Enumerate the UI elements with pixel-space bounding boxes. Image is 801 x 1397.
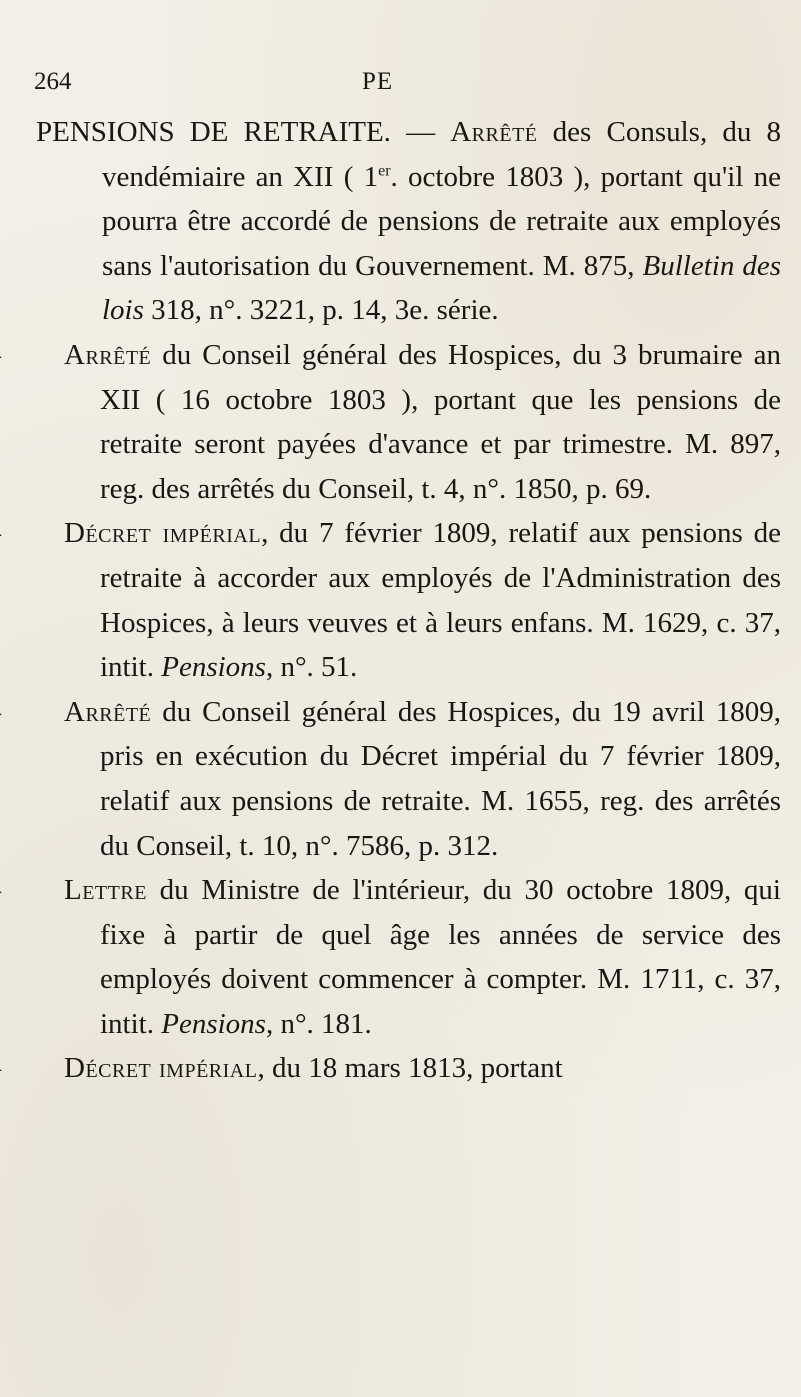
entry-text: . octobre 1803 ), portant qu'il ne pourra être accordé de pensions de retraite aux employés sans l'autorisation du Gouvernement. M. 875, <box>102 160 782 282</box>
entry-superscript: er <box>378 161 391 179</box>
entry-dash <box>36 1046 64 1091</box>
entry-text: du Conseil général des Hospices, du 3 brumaire an XII ( 16 octobre 1803 ), portant que les pensions de retraite seront payées d'avance et par trimestre. M. 897, reg. des arrêtés du Conseil, t. 4, n°. 1850, p. 69. <box>100 338 781 505</box>
entry-text: 318, n°. 3221, p. 14, 3e. série. <box>143 294 499 327</box>
body-text <box>36 110 781 1091</box>
entry-arrete-brumaire <box>64 333 781 511</box>
entry-text: des Consuls, du 8 vendémiaire an XII ( 1 <box>102 116 781 193</box>
entry-kind: Décret impérial <box>64 1052 258 1085</box>
entry-kind: Décret impérial <box>64 517 262 550</box>
page-header <box>0 68 801 104</box>
entry-dash: — <box>390 116 451 148</box>
entry-italic-title: Pensions <box>161 651 266 684</box>
entry-decret-fevrier-1809 <box>64 511 782 689</box>
entry-text: du Ministre de l'intérieur, du 30 octobre 1809, qui fixe à partir de quel âge les années de service des employés doivent commencer à compter. M. 1711, c. 37, intit. <box>100 874 781 1040</box>
entry-pensions-de-retraite <box>36 110 782 333</box>
entry-italic-title: Bulletin des lois <box>102 249 781 327</box>
page-number: 264 <box>34 68 72 95</box>
entry-text: , du 18 mars 1813, portant <box>257 1052 563 1085</box>
entry-italic-title: Pensions <box>161 1007 266 1040</box>
entry-text: , n°. 181. <box>265 1007 372 1040</box>
entry-text: du Conseil général des Hospices, du 19 avril 1809, pris en exécution du Décret impérial du 7 février 1809, relatif aux pensions de retraite. M. 1655, reg. des arrêtés du Conseil, t. 10, n°. 7586, p. 312. <box>100 695 781 862</box>
entry-dash <box>36 333 64 378</box>
entry-dash <box>36 868 64 913</box>
running-head: PE <box>362 68 394 95</box>
entry-lead: PENSIONS DE RETRAITE. <box>36 116 391 148</box>
entry-decret-mars-1813 <box>64 1046 781 1091</box>
entry-kind: Lettre <box>64 874 147 907</box>
entry-kind: Arrêté <box>64 695 152 728</box>
entry-text: , n°. 51. <box>265 651 358 684</box>
entry-dash <box>36 690 64 735</box>
entry-dash <box>36 511 64 556</box>
entry-arrete-avril-1809 <box>64 690 781 868</box>
entry-lettre-ministre <box>64 868 781 1046</box>
entry-text: , du 7 février 1809, relatif aux pensions de retraite à accorder aux employés de l'Administration des Hospices, à leurs veuves et à leurs enfans. M. 1629, c. 37, intit. <box>100 517 782 684</box>
entry-kind: Arrêté <box>450 116 538 148</box>
entry-kind: Arrêté <box>64 338 152 371</box>
